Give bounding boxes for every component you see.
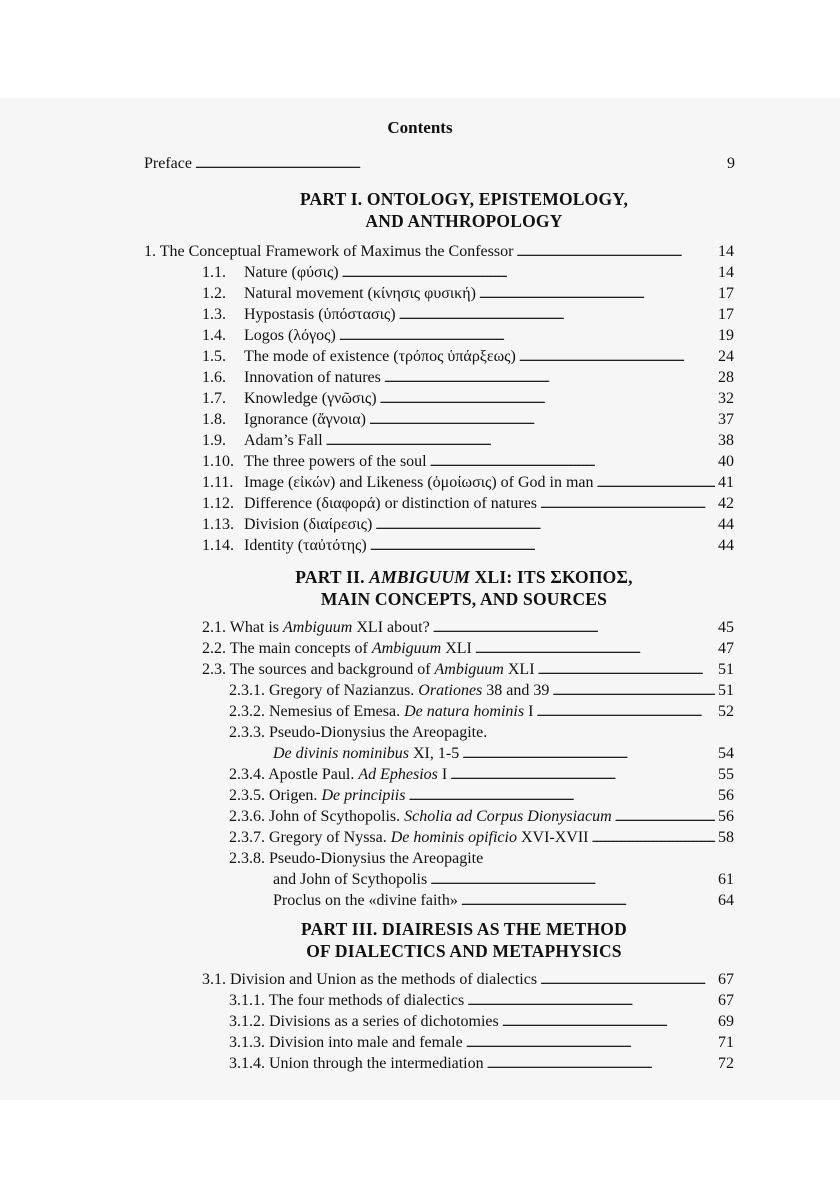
toc-entry-1-1[interactable] [202,263,734,283]
toc-entry-label: 3.1.2. Divisions as a series of dichotomies [229,1013,499,1030]
toc-entry-1-3[interactable] [202,305,734,325]
toc-page-number: 41 [718,474,734,491]
toc-entry-label: 2.3.4. Apostle Paul. Ad Ephesios I [229,766,448,783]
leader-dots [370,536,715,556]
leader-dots [540,494,715,514]
leader-dots [540,970,715,990]
toc-entry-3-1-4[interactable] [229,1054,734,1074]
leader-dots [479,284,715,304]
toc-entry-2-3-4[interactable] [229,765,734,785]
toc-entry-label: 2.3.2. Nemesius of Emesa. De natura hominis I [229,703,534,720]
part-heading-line: PART III. DIAIRESIS AS THE METHOD [301,919,627,939]
toc-page-number: 9 [727,155,735,172]
leader-dots [339,326,715,346]
leader-dots [536,702,715,722]
part-heading-line: PART II. AMBIGUUM XLI: ITS ΣΚΟΠΟΣ, [295,567,633,587]
toc-page-number: 69 [718,1013,734,1030]
toc-entry-label: Preface [144,155,192,172]
toc-entry-1-11[interactable] [202,473,734,493]
toc-page-number: 51 [718,661,734,678]
toc-page-number: 55 [718,766,734,783]
toc-page-number: 58 [718,829,734,846]
toc-page-number: 14 [718,243,734,260]
part-heading-2 [0,566,840,610]
leader-dots [430,452,715,472]
leader-dots [519,347,715,367]
toc-entry-label: 2.1. What is Ambiguum XLI about? [202,619,430,636]
toc-page-number: 56 [718,808,734,825]
toc-entry-2-3-3-heading[interactable]: 2.3.3. Pseudo-Dionysius the Areopagite. [229,724,488,741]
toc-entry-1-4[interactable] [202,326,734,346]
page-title: Contents [387,118,453,137]
toc-page-number: 67 [718,971,734,988]
toc-entry-label: 2.3.1. Gregory of Nazianzus. Orationes 38 and 39 [229,682,550,699]
leader-dots [369,410,715,430]
toc-entry-1-12[interactable] [202,494,734,514]
toc-entry-1-14[interactable] [202,536,734,556]
toc-entry-2-3-5[interactable] [229,786,734,806]
leader-dots [552,681,715,701]
part-heading-3 [0,918,840,962]
leader-dots [326,431,715,451]
leader-dots [430,870,715,890]
toc-entry-label: 2.3. The sources and background of Ambiguum XLI [202,661,535,678]
leader-dots [592,828,716,848]
toc-entry-2-3-8-b[interactable] [273,891,734,911]
leader-dots [475,639,715,659]
leader-dots [467,991,715,1011]
toc-entry-1-10[interactable] [202,452,734,472]
toc-entry-2-3-2[interactable] [229,702,734,722]
toc-page-number: 72 [718,1055,734,1072]
toc-entry-label: 1. The Conceptual Framework of Maximus the Confessor [144,243,514,260]
toc-entry-chapter-1[interactable] [144,242,734,262]
toc-entry-2-3-1[interactable] [229,681,734,701]
toc-entry-3-1[interactable] [202,970,734,990]
toc-page-number: 17 [718,306,734,323]
leader-dots [342,263,715,283]
part-heading-line: AND ANTHROPOLOGY [365,211,563,231]
toc-entry-label: and John of Scythopolis [273,871,428,888]
leader-dots [538,660,715,680]
leader-dots [516,242,715,262]
toc-page-number: 61 [718,871,734,888]
toc-entry-label: 2.3.5. Origen. De principiis [229,787,406,804]
toc-entry-label: 2.3.7. Gregory of Nyssa. De hominis opificio XVI-XVII [229,829,589,846]
toc-entry-1-5[interactable] [202,347,734,367]
toc-entry-label: 1.2. Natural movement (κίνησις φυσική) [202,285,476,302]
toc-page-number: 51 [718,682,734,699]
toc-entry-label: 2.3.6. John of Scythopolis. Scholia ad Corpus Dionysiacum [229,808,612,825]
toc-page-number: 56 [718,787,734,804]
toc-entry-1-6[interactable] [202,368,734,388]
toc-page-number: 67 [718,992,734,1009]
toc-page-number: 54 [718,745,734,762]
toc-entry-2-3-6[interactable] [229,807,734,827]
toc-page-number: 19 [718,327,734,344]
leader-dots [408,786,715,806]
toc-page-number: 28 [718,369,734,386]
toc-page-number: 42 [718,495,734,512]
toc-entry-1-13[interactable] [202,515,734,535]
leader-dots [466,1033,715,1053]
leader-dots [450,765,715,785]
leader-dots [384,368,715,388]
leader-dots [615,807,715,827]
toc-entry-2-3-7[interactable] [229,828,734,848]
toc-entry-label: 1.9. Adam’s Fall [202,432,323,449]
leader-dots [487,1054,715,1074]
toc-entry-1-8[interactable] [202,410,734,430]
toc-entry-2-3-3[interactable] [273,744,734,764]
toc-page-number: 71 [718,1034,734,1051]
toc-entry-label: Proclus on the «divine faith» [273,892,458,909]
leader-dots [462,744,715,764]
toc-entry-2-3-8-heading[interactable]: 2.3.8. Pseudo-Dionysius the Areopagite [229,850,484,867]
toc-entry-label: 2.2. The main concepts of Ambiguum XLI [202,640,472,657]
toc-entry-2-2[interactable] [202,639,734,659]
toc-entry-label: 1.4. Logos (λόγος) [202,327,336,344]
part-heading-line: OF DIALECTICS AND METAPHYSICS [306,941,622,961]
toc-entry-label: 3.1.1. The four methods of dialectics [229,992,465,1009]
toc-entry-label: 1.13. Division (διαίρεσις) [202,516,373,533]
part-heading-1 [0,188,840,232]
leader-dots [380,389,715,409]
toc-entry-label: 1.1. Nature (φύσις) [202,264,339,281]
toc-entry-label: 1.5. The mode of existence (τρόπος ὑπάρξεως) [202,348,516,365]
toc-entry-3-1-3[interactable] [229,1033,734,1053]
toc-page-number: 14 [718,264,734,281]
toc-page-number: 44 [718,516,734,533]
toc-entry-label: 1.12. Difference (διαφορά) or distinction of natures [202,495,537,512]
toc-entry-2-3[interactable] [202,660,734,680]
toc-entry-label: 3.1. Division and Union as the methods of dialectics [202,971,538,988]
leader-dots [502,1012,715,1032]
toc-entry-label: 1.7. Knowledge (γνῶσις) [202,390,377,407]
toc-entry-2-1[interactable] [202,618,734,638]
toc-entry-label: 1.11. Image (εἰκών) and Likeness (ὁμοίωσις) of God in man [202,474,594,491]
toc-page-number: 24 [718,348,734,365]
toc-page-number: 32 [718,390,734,407]
toc-entry-1-2[interactable] [202,284,734,304]
toc-entry-preface[interactable] [144,154,735,174]
toc-entry-label: 1.14. Identity (ταὐτότης) [202,537,367,554]
leader-dots [597,473,715,493]
toc-entry-2-3-8-a[interactable] [273,870,734,890]
leader-dots [433,618,715,638]
toc-page-number: 45 [718,619,734,636]
toc-entry-label: 3.1.4. Union through the intermediation [229,1055,484,1072]
toc-page-number: 37 [718,411,734,428]
toc-page-number: 47 [718,640,734,657]
toc-entry-1-7[interactable] [202,389,734,409]
leader-dots [399,305,715,325]
toc-page-number: 17 [718,285,734,302]
leader-dots [195,154,724,174]
toc-entry-3-1-2[interactable] [229,1012,734,1032]
toc-entry-label: 1.6. Innovation of natures [202,369,381,386]
toc-entry-3-1-1[interactable] [229,991,734,1011]
leader-dots [461,891,715,911]
toc-page-number: 52 [718,703,734,720]
toc-entry-label: 1.3. Hypostasis (ὑπόστασις) [202,306,396,323]
toc-entry-label: 3.1.3. Division into male and female [229,1034,463,1051]
toc-page-number: 40 [718,453,734,470]
toc-entry-1-9[interactable] [202,431,734,451]
toc-page-number: 44 [718,537,734,554]
toc-entry-label: 1.8. Ignorance (ἄγνοια) [202,411,366,428]
part-heading-line: PART I. ONTOLOGY, EPISTEMOLOGY, [299,189,629,209]
toc-entry-label: 1.10. The three powers of the soul [202,453,427,470]
toc-entry-label: De divinis nominibus XI, 1-5 [273,745,460,762]
toc-page-number: 38 [718,432,734,449]
leader-dots [375,515,715,535]
part-heading-line: MAIN CONCEPTS, AND SOURCES [320,589,608,609]
toc-page-number: 64 [718,892,734,909]
